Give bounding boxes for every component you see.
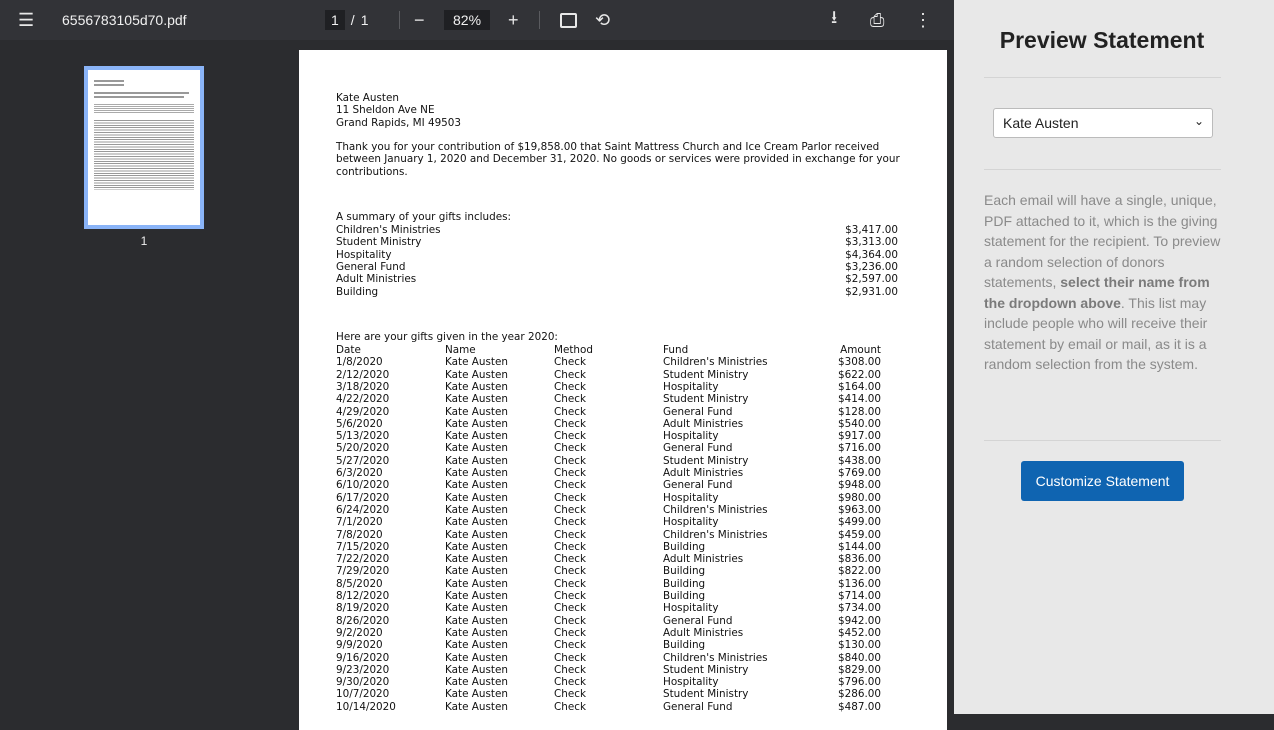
cell-date: 5/13/2020 [336, 430, 390, 443]
chevron-down-icon: ⌄ [1193, 114, 1204, 128]
cell-method: Check [554, 380, 586, 393]
cell-amount: $414.00 [838, 393, 881, 406]
cell-amount: $487.00 [838, 700, 881, 713]
pdf-toolbar [0, 0, 954, 40]
cell-method: Check [554, 503, 586, 516]
cell-fund: Building [663, 590, 706, 602]
file-name: 6556783105d70.pdf [62, 12, 187, 28]
cell-date: 5/20/2020 [336, 442, 390, 455]
cell-method: Check [554, 393, 586, 406]
cell-amount: $840.00 [838, 651, 881, 664]
divider [984, 440, 1221, 441]
cell-fund: Adult Ministries [663, 417, 744, 430]
cell-amount: $963.00 [838, 503, 881, 516]
table-row [299, 553, 947, 565]
page-number-input[interactable]: 1 [325, 10, 345, 30]
cell-amount: $796.00 [838, 676, 881, 689]
desc-text: . This list may include people who will receive their statement by email or mail, as it is a random selection from the system. [984, 294, 1208, 372]
cell-date: 10/14/2020 [336, 700, 396, 713]
preview-panel [954, 0, 1274, 714]
cell-method: Check [554, 639, 586, 652]
table-row [299, 602, 947, 614]
table-row [299, 455, 947, 467]
summary-fund: Adult Ministries [336, 273, 417, 286]
cell-fund: Building [663, 540, 706, 553]
divider [399, 11, 400, 29]
divider [984, 169, 1221, 170]
cell-amount: $164.00 [838, 380, 881, 393]
cell-date: 5/27/2020 [336, 454, 390, 467]
cell-method: Check [554, 602, 586, 615]
cell-amount: $452.00 [838, 626, 881, 639]
cell-amount: $714.00 [838, 590, 881, 602]
cell-method: Check [554, 626, 586, 639]
cell-fund: Children's Ministries [663, 651, 768, 664]
cell-date: 9/30/2020 [336, 676, 390, 689]
cell-amount: $136.00 [838, 577, 881, 590]
rotate-icon[interactable]: ⟲ [595, 9, 611, 30]
cell-date: 6/17/2020 [336, 491, 390, 504]
cell-amount: $822.00 [838, 565, 881, 578]
cell-method: Check [554, 553, 586, 566]
cell-method: Check [554, 405, 586, 418]
cell-fund: Adult Ministries [663, 553, 744, 566]
cell-method: Check [554, 417, 586, 430]
cell-fund: Adult Ministries [663, 626, 744, 639]
cell-fund: Children's Ministries [663, 503, 768, 516]
cell-fund: General Fund [663, 479, 733, 492]
download-icon[interactable]: ⭳ [831, 7, 838, 27]
summary-amount: $2,931.00 [845, 285, 898, 298]
cell-date: 1/8/2020 [336, 356, 383, 369]
cell-fund: Student Ministry [663, 393, 749, 406]
cell-method: Check [554, 540, 586, 553]
cell-fund: Student Ministry [663, 688, 749, 701]
cell-date: 9/16/2020 [336, 651, 390, 664]
cell-date: 4/22/2020 [336, 393, 390, 406]
summary-amount: $2,597.00 [845, 273, 898, 286]
cell-amount: $980.00 [838, 491, 881, 504]
divider [984, 77, 1221, 78]
cell-method: Check [554, 368, 586, 381]
summary-row [299, 236, 947, 248]
summary-heading: A summary of your gifts includes: [336, 211, 512, 223]
table-row [299, 688, 947, 700]
summary-row [299, 261, 947, 273]
cell-fund: Children's Ministries [663, 356, 768, 369]
cell-name: Kate Austen [445, 491, 508, 504]
intro-line: between January 1, 2020 and December 31, 2020. No goods or services were provided in exchange for your [336, 153, 900, 166]
summary-fund: Children's Ministries [336, 224, 441, 236]
table-row [299, 393, 947, 405]
customize-statement-button[interactable]: Customize Statement [1021, 461, 1184, 501]
cell-date: 8/12/2020 [336, 590, 390, 602]
divider [539, 11, 540, 29]
donor-select[interactable] [993, 108, 1213, 138]
panel-description [984, 190, 1229, 375]
cell-date: 8/5/2020 [336, 577, 383, 590]
cell-amount: $829.00 [838, 663, 881, 676]
table-row [299, 430, 947, 442]
cell-date: 7/8/2020 [336, 528, 383, 541]
summary-amount: $3,236.00 [845, 260, 898, 273]
table-row [299, 504, 947, 516]
intro-line: Thank you for your contribution of $19,858.00 that Saint Mattress Church and Ice Cream Parlor received [336, 141, 880, 153]
table-row [299, 701, 947, 713]
cell-date: Date [336, 344, 361, 356]
cell-amount: $128.00 [838, 405, 881, 418]
table-row [299, 565, 947, 577]
desc-text: Each email will have a single, unique, PDF attached to it, which is the giving statement for the recipient. To preview a random selection of donors statements, [984, 192, 1221, 290]
cell-amount: $130.00 [838, 639, 881, 652]
cell-name: Kate Austen [445, 356, 508, 369]
table-row [299, 541, 947, 553]
cell-date: 7/29/2020 [336, 565, 390, 578]
cell-date: 6/24/2020 [336, 503, 390, 516]
summary-fund: Hospitality [336, 248, 392, 261]
cell-fund: Adult Ministries [663, 467, 744, 479]
cell-fund: Building [663, 577, 706, 590]
cell-date: 9/2/2020 [336, 626, 383, 639]
cell-method: Check [554, 651, 586, 664]
table-row [299, 615, 947, 627]
fit-page-icon[interactable] [560, 0, 577, 40]
cell-fund: General Fund [663, 614, 733, 627]
cell-amount: $734.00 [838, 602, 881, 615]
thumbnail-page-label: 1 [140, 234, 148, 248]
cell-name: Kate Austen [445, 565, 508, 578]
cell-method: Check [554, 442, 586, 455]
table-row [299, 664, 947, 676]
intro-line: contributions. [336, 165, 408, 178]
cell-date: 3/18/2020 [336, 380, 390, 393]
table-row [299, 627, 947, 639]
cell-date: 7/22/2020 [336, 553, 390, 566]
cell-date: 10/7/2020 [336, 688, 390, 701]
cell-amount: $769.00 [838, 467, 881, 479]
table-row [299, 492, 947, 504]
cell-method: Check [554, 700, 586, 713]
cell-method: Check [554, 528, 586, 541]
cell-date: 7/1/2020 [336, 516, 383, 529]
cell-fund: Building [663, 639, 706, 652]
cell-method: Check [554, 430, 586, 443]
cell-name: Name [445, 344, 476, 356]
table-row [299, 676, 947, 688]
summary-fund: General Fund [336, 260, 406, 273]
zoom-out-icon[interactable]: − [414, 9, 425, 30]
table-row [299, 639, 947, 651]
cell-fund: Student Ministry [663, 368, 749, 381]
cell-method: Check [554, 479, 586, 492]
address-line: 11 Sheldon Ave NE [336, 104, 435, 117]
cell-method: Check [554, 663, 586, 676]
cell-name: Kate Austen [445, 393, 508, 406]
table-row [299, 578, 947, 590]
cell-method: Check [554, 590, 586, 602]
table-row [299, 516, 947, 528]
cell-fund: Hospitality [663, 430, 719, 443]
cell-method: Check [554, 614, 586, 627]
cell-name: Kate Austen [445, 442, 508, 455]
table-row [299, 652, 947, 664]
cell-name: Kate Austen [445, 516, 508, 529]
cell-method: Check [554, 577, 586, 590]
cell-name: Kate Austen [445, 602, 508, 615]
cell-amount: $286.00 [838, 688, 881, 701]
cell-name: Kate Austen [445, 503, 508, 516]
summary-amount: $3,313.00 [845, 236, 898, 249]
cell-method: Check [554, 516, 586, 529]
cell-method: Check [554, 565, 586, 578]
cell-fund: Student Ministry [663, 663, 749, 676]
cell-method: Check [554, 454, 586, 467]
table-row [299, 479, 947, 491]
summary-row [299, 273, 947, 285]
cell-name: Kate Austen [445, 417, 508, 430]
cell-amount: $499.00 [838, 516, 881, 529]
address-line: Grand Rapids, MI 49503 [336, 116, 462, 129]
selected-donor: Kate Austen [1003, 115, 1079, 131]
more-options-icon[interactable]: ⋮ [914, 9, 932, 30]
cell-name: Kate Austen [445, 430, 508, 443]
cell-date: 6/3/2020 [336, 467, 383, 479]
cell-method: Check [554, 491, 586, 504]
cell-name: Kate Austen [445, 651, 508, 664]
cell-name: Kate Austen [445, 700, 508, 713]
cell-fund: Fund [663, 344, 689, 356]
table-row [299, 418, 947, 430]
page-thumbnail[interactable] [84, 66, 204, 229]
table-row [299, 406, 947, 418]
cell-name: Kate Austen [445, 454, 508, 467]
summary-amount: $4,364.00 [845, 248, 898, 261]
cell-fund: Building [663, 565, 706, 578]
cell-name: Kate Austen [445, 590, 508, 602]
cell-fund: Hospitality [663, 602, 719, 615]
cell-date: 5/6/2020 [336, 417, 383, 430]
panel-title: Preview Statement [999, 27, 1205, 53]
cell-fund: Hospitality [663, 380, 719, 393]
cell-name: Kate Austen [445, 614, 508, 627]
zoom-level-input[interactable]: 82% [444, 10, 490, 30]
cell-fund: Student Ministry [663, 454, 749, 467]
table-row [299, 442, 947, 454]
zoom-in-icon[interactable]: + [508, 9, 519, 30]
cell-amount: $459.00 [838, 528, 881, 541]
table-row [299, 590, 947, 602]
cell-amount: $836.00 [838, 553, 881, 566]
cell-method: Check [554, 688, 586, 701]
cell-name: Kate Austen [445, 577, 508, 590]
cell-date: 9/9/2020 [336, 639, 383, 652]
pdf-page [299, 50, 947, 730]
cell-name: Kate Austen [445, 540, 508, 553]
cell-amount: $622.00 [838, 368, 881, 381]
table-row [299, 467, 947, 479]
cell-fund: General Fund [663, 700, 733, 713]
summary-fund: Student Ministry [336, 236, 422, 249]
thank-you-text [336, 141, 900, 178]
cell-name: Kate Austen [445, 479, 508, 492]
table-row [299, 369, 947, 381]
summary-row [299, 224, 947, 236]
cell-name: Kate Austen [445, 663, 508, 676]
thumbnail-sidebar [0, 40, 290, 714]
cell-fund: Hospitality [663, 491, 719, 504]
cell-amount: $144.00 [838, 540, 881, 553]
cell-fund: Hospitality [663, 516, 719, 529]
cell-date: 8/26/2020 [336, 614, 390, 627]
cell-name: Kate Austen [445, 626, 508, 639]
cell-date: 9/23/2020 [336, 663, 390, 676]
cell-fund: General Fund [663, 405, 733, 418]
menu-icon[interactable]: ☰ [18, 9, 35, 30]
cell-date: 8/19/2020 [336, 602, 390, 615]
cell-name: Kate Austen [445, 405, 508, 418]
cell-date: 7/15/2020 [336, 540, 390, 553]
cell-date: 6/10/2020 [336, 479, 390, 492]
print-icon[interactable]: ⎙ [870, 9, 885, 30]
summary-row [299, 286, 947, 298]
page-total: 1 [360, 12, 369, 28]
cell-fund: Hospitality [663, 676, 719, 689]
cell-method: Check [554, 467, 586, 479]
cell-amount: $540.00 [838, 417, 881, 430]
cell-fund: General Fund [663, 442, 733, 455]
cell-amount: $948.00 [838, 479, 881, 492]
address-line: Kate Austen [336, 92, 399, 104]
cell-date: 4/29/2020 [336, 405, 390, 418]
cell-amount: $917.00 [838, 430, 881, 443]
cell-amount: Amount [840, 344, 881, 356]
cell-name: Kate Austen [445, 639, 508, 652]
table-row [299, 381, 947, 393]
cell-method: Check [554, 676, 586, 689]
cell-amount: $716.00 [838, 442, 881, 455]
table-header [299, 344, 947, 356]
cell-name: Kate Austen [445, 528, 508, 541]
cell-name: Kate Austen [445, 688, 508, 701]
cell-amount: $308.00 [838, 356, 881, 369]
summary-fund: Building [336, 285, 379, 298]
summary-row [299, 249, 947, 261]
gifts-heading: Here are your gifts given in the year 2020: [336, 331, 558, 343]
cell-name: Kate Austen [445, 368, 508, 381]
cell-name: Kate Austen [445, 553, 508, 566]
page-separator: / [350, 12, 355, 28]
cell-name: Kate Austen [445, 380, 508, 393]
desc-bold: select their name from the dropdown above [984, 274, 1210, 311]
cell-amount: $438.00 [838, 454, 881, 467]
cell-name: Kate Austen [445, 467, 508, 479]
table-row [299, 529, 947, 541]
donor-address [336, 92, 461, 129]
cell-name: Kate Austen [445, 676, 508, 689]
cell-fund: Children's Ministries [663, 528, 768, 541]
summary-amount: $3,417.00 [845, 224, 898, 236]
cell-amount: $942.00 [838, 614, 881, 627]
cell-method: Check [554, 356, 586, 369]
cell-method: Method [554, 344, 593, 356]
cell-date: 2/12/2020 [336, 368, 390, 381]
table-row [299, 356, 947, 368]
